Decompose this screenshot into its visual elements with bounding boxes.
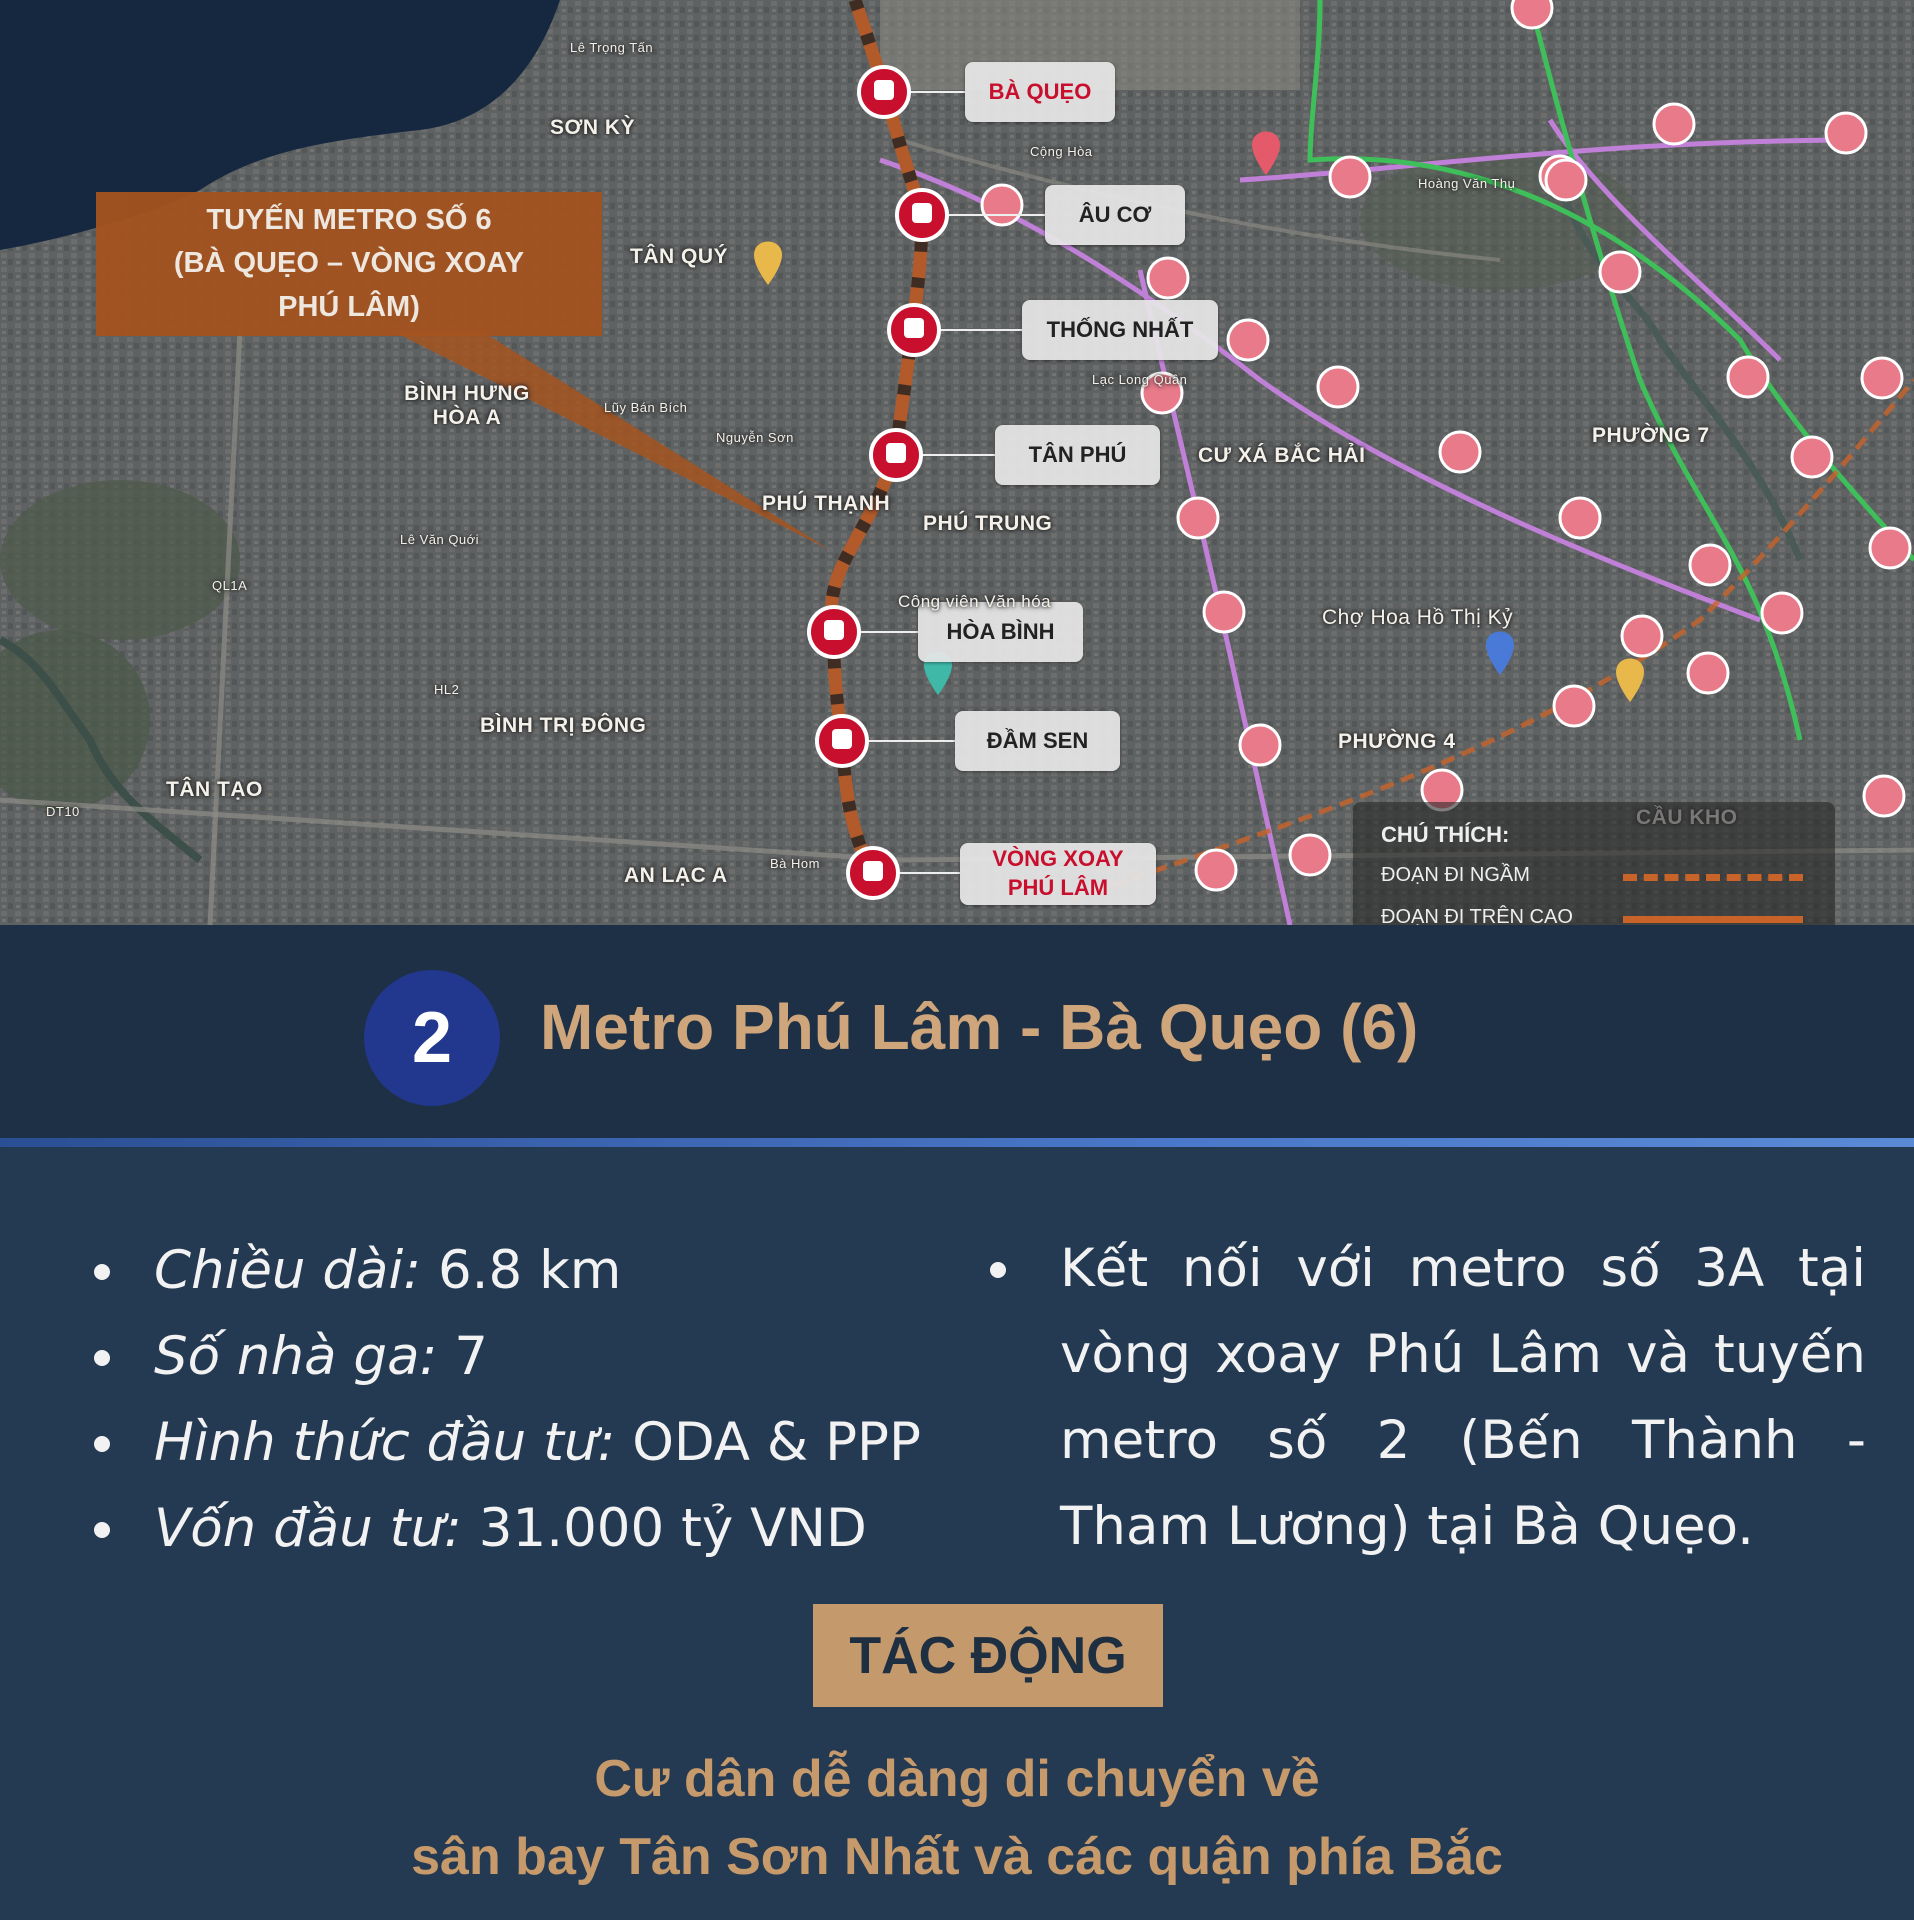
area-label: PHÚ THẠNH bbox=[762, 492, 891, 515]
section-title: Metro Phú Lâm - Bà Quẹo (6) bbox=[540, 991, 1419, 1063]
road-label: Lũy Bán Bích bbox=[604, 400, 688, 415]
fact-investment-form bbox=[90, 1400, 921, 1486]
area-label: SƠN KỲ bbox=[550, 116, 636, 139]
fact-list bbox=[90, 1228, 921, 1572]
fact-label: Chiều dài: bbox=[154, 1240, 422, 1301]
fact-stations bbox=[90, 1314, 921, 1400]
station-name-line2: PHÚ LÂM bbox=[1007, 875, 1109, 900]
area-label: PHƯỜNG 4 bbox=[1338, 730, 1456, 753]
road-label: Lê Trọng Tấn bbox=[570, 40, 654, 55]
station-ba-queo: BÀ QUẸO bbox=[965, 62, 1115, 122]
impact-label: TÁC ĐỘNG bbox=[813, 1604, 1163, 1707]
area-label: BÌNH HƯNG HÒA A bbox=[404, 382, 530, 429]
callout-line-1: TUYẾN METRO SỐ 6 bbox=[206, 203, 492, 236]
fact-label: Vốn đầu tư: bbox=[154, 1498, 462, 1559]
fact-length bbox=[90, 1228, 921, 1314]
callout-line-2: (BÀ QUẸO – VÒNG XOAY bbox=[173, 247, 525, 280]
legend-title: CHÚ THÍCH: bbox=[1381, 822, 1510, 847]
road-label: Lê Văn Quới bbox=[400, 532, 480, 547]
road-label: HL2 bbox=[434, 682, 460, 697]
area-label: AN LẠC A bbox=[624, 864, 728, 887]
impact-line-2: sân bay Tân Sơn Nhất và các quận phía Bắc bbox=[411, 1828, 1503, 1886]
place-label: Chợ Hoa Hồ Thị Kỷ bbox=[1322, 606, 1514, 629]
road-label: Lạc Long Quân bbox=[1092, 372, 1188, 387]
road-label: Cộng Hòa bbox=[1030, 144, 1093, 159]
station-tan-phu: TÂN PHÚ bbox=[995, 425, 1160, 485]
road-label: QL1A bbox=[212, 578, 248, 593]
fact-label: Hình thức đầu tư: bbox=[154, 1412, 616, 1473]
legend-dashed-line bbox=[1623, 874, 1803, 881]
road-label: Bà Hom bbox=[770, 856, 820, 871]
place-label: Công viên Văn hóa bbox=[898, 592, 1052, 611]
section-number-badge: 2 bbox=[364, 970, 500, 1106]
fact-value: 7 bbox=[454, 1326, 488, 1387]
legend-underground: ĐOẠN ĐI NGẦM bbox=[1381, 864, 1530, 886]
station-thong-nhat: THỐNG NHẤT bbox=[1022, 300, 1218, 360]
station-vong-xoay-phu-lam bbox=[960, 843, 1156, 905]
station-au-co: ÂU CƠ bbox=[1045, 185, 1185, 245]
road-label: Hoàng Văn Thụ bbox=[1418, 176, 1516, 191]
road-label: DT10 bbox=[46, 804, 80, 819]
fact-value: ODA & PPP bbox=[632, 1412, 921, 1473]
road-label: Nguyễn Sơn bbox=[716, 430, 794, 445]
area-label: TÂN QUÝ bbox=[630, 245, 728, 268]
area-label: BÌNH TRỊ ĐÔNG bbox=[480, 714, 647, 737]
area-label: PHƯỜNG 7 bbox=[1592, 424, 1710, 447]
station-hoa-binh: HÒA BÌNH bbox=[918, 602, 1083, 662]
connection-text: Kết nối với metro số 3A tại vòng xoay Phú Lâm và tuyến metro số 2 (Bến Thành - Tham Lương) tại Bà Quẹo. bbox=[1060, 1238, 1866, 1557]
station-name-line1: VÒNG XOAY bbox=[992, 846, 1124, 872]
blue-divider bbox=[0, 1138, 1914, 1147]
fact-value: 31.000 tỷ VND bbox=[478, 1498, 867, 1559]
legend-elevated: ĐOẠN ĐI TRÊN CAO bbox=[1381, 906, 1573, 925]
station-dam-sen: ĐẦM SEN bbox=[955, 711, 1120, 771]
fact-value: 6.8 km bbox=[437, 1240, 622, 1301]
legend-solid-line bbox=[1623, 916, 1803, 923]
fact-capital bbox=[90, 1486, 921, 1572]
area-label: CƯ XÁ BẮC HẢI bbox=[1198, 444, 1366, 467]
area-label: TÂN TẠO bbox=[166, 778, 263, 801]
metro-map bbox=[0, 0, 1914, 925]
line6-callout bbox=[96, 192, 602, 336]
impact-line-1: Cư dân dễ dàng di chuyển về bbox=[594, 1750, 1320, 1808]
map-graphics bbox=[0, 0, 1914, 925]
bullet-dot bbox=[990, 1262, 1006, 1278]
impact-text bbox=[0, 1740, 1914, 1896]
callout-line-3: PHÚ LÂM) bbox=[278, 290, 420, 323]
map-legend bbox=[1353, 802, 1835, 925]
area-label: PHÚ TRUNG bbox=[923, 512, 1053, 535]
fact-label: Số nhà ga: bbox=[154, 1326, 438, 1387]
